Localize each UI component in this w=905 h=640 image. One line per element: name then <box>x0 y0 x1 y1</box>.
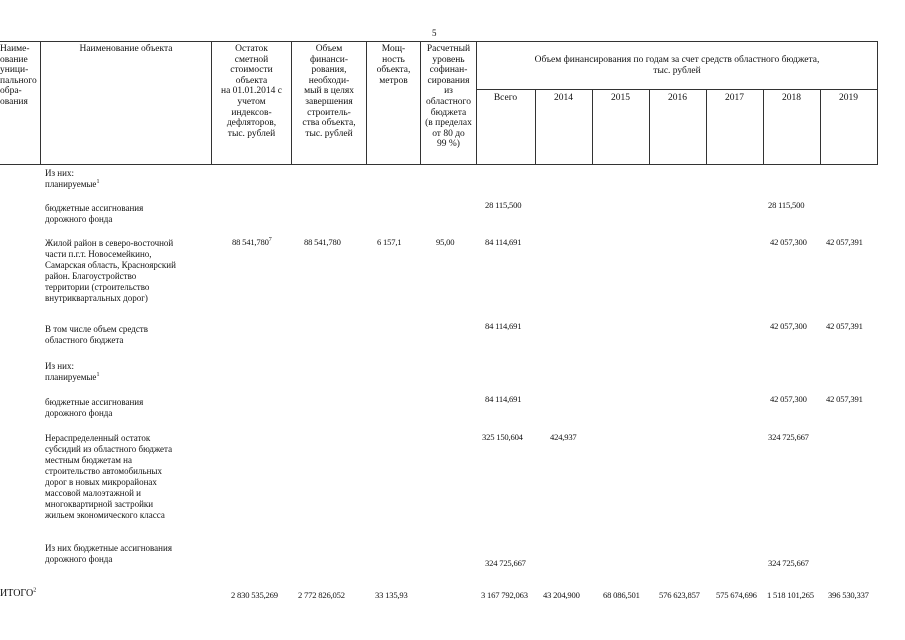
row-sublabel: планируемые$^1$ <box>45 179 100 189</box>
totals-2015: 68 086,501 <box>603 590 640 600</box>
row-total: 28 115,500 <box>485 200 522 210</box>
row-volume: 88 541,780 <box>304 237 341 247</box>
row-2018: 42 057,300 <box>770 321 807 331</box>
row-2019: 42 057,391 <box>826 394 863 404</box>
table-row <box>45 168 99 190</box>
row-capacity: 6 157,1 <box>377 237 402 247</box>
row-total: 325 150,604 <box>482 432 523 442</box>
row-label: бюджетные ассигнования дорожного фонда <box>45 397 144 418</box>
totals-2017: 575 674,696 <box>716 590 757 600</box>
row-total: 324 725,667 <box>485 558 526 568</box>
totals-volume: 2 772 826,052 <box>298 590 345 600</box>
row-label: Из них: <box>45 168 74 178</box>
row-2018: 324 725,667 <box>768 558 809 568</box>
row-2019: 42 057,391 <box>826 321 863 331</box>
header-funding-group: Объем финансирования по годам за счет средств областного бюджета, тыс. рублей <box>534 55 820 76</box>
row-total: 84 114,691 <box>485 321 522 331</box>
totals-capacity: 33 135,93 <box>375 590 408 600</box>
header-object: Наименование объекта <box>79 44 173 54</box>
header-balance: Остаток сметной стоимости объекта на 01.01.2014 с учетом индексов- дефляторов, тыс. рублей <box>220 44 283 139</box>
header-year-2014: 2014 <box>554 93 573 103</box>
totals-total: 3 167 792,063 <box>481 590 528 600</box>
header-volume: Объем финанси- рования, необходи- мый в целях завершения строитель- ства объекта, тыс. рублей <box>302 44 356 139</box>
row-2014: 424,937 <box>550 432 577 442</box>
totals-balance: 2 830 535,269 <box>231 590 278 600</box>
row-total: 84 114,691 <box>485 237 522 247</box>
header-year-2017: 2017 <box>725 93 744 103</box>
row-label: Жилой район в северо-восточной части п.г.т. Новосемейкино, Самарская область, Красноярский район. Благоустройство территории (строительство внутриквартальных дорог) <box>45 238 176 303</box>
row-2018: 42 057,300 <box>770 394 807 404</box>
header-capacity: Мощ- ность объекта, метров <box>376 44 411 86</box>
header-year-total: Всего <box>493 93 518 103</box>
totals-2016: 576 623,857 <box>659 590 700 600</box>
header-year-2019: 2019 <box>839 93 858 103</box>
totals-2018: 1 518 101,265 <box>767 590 814 600</box>
header-year-2016: 2016 <box>668 93 687 103</box>
row-label: Нераспределенный остаток субсидий из областного бюджета местным бюджетам на строительство автомобильных дорог в новых микрорайонах массовой малоэтажной и многоквартирной застройки жильем экономического класса <box>45 433 173 520</box>
row-2019: 42 057,391 <box>826 237 863 247</box>
row-level: 95,00 <box>436 237 455 247</box>
totals-2014: 43 204,900 <box>543 590 580 600</box>
row-2018: 28 115,500 <box>768 200 805 210</box>
row-sublabel: планируемые$^1$ <box>45 372 100 382</box>
row-total: 84 114,691 <box>485 394 522 404</box>
header-year-2018: 2018 <box>782 93 801 103</box>
row-label: Из них: <box>45 361 74 371</box>
row-label: В том числе объем средств областного бюджета <box>45 324 148 345</box>
row-label: бюджетные ассигнования дорожного фонда <box>45 203 144 224</box>
page-number: 5 <box>432 28 437 38</box>
row-label: Из них бюджетные ассигнования дорожного фонда <box>45 543 172 564</box>
row-balance: 88 541,780$^7$ <box>232 237 272 247</box>
totals-2019: 396 530,337 <box>828 590 869 600</box>
row-2018: 324 725,667 <box>768 432 809 442</box>
header-year-2015: 2015 <box>611 93 630 103</box>
table-row <box>45 361 99 383</box>
row-2018: 42 057,300 <box>770 237 807 247</box>
header-municipal: Наиме- ование уници- пального обра- ования <box>0 44 37 107</box>
totals-label: ИТОГО$^2$ <box>0 587 37 599</box>
header-level: Расчетный уровень софинан- сирования из областного бюджета (в пределах от 80 до 99 %) <box>425 44 472 150</box>
